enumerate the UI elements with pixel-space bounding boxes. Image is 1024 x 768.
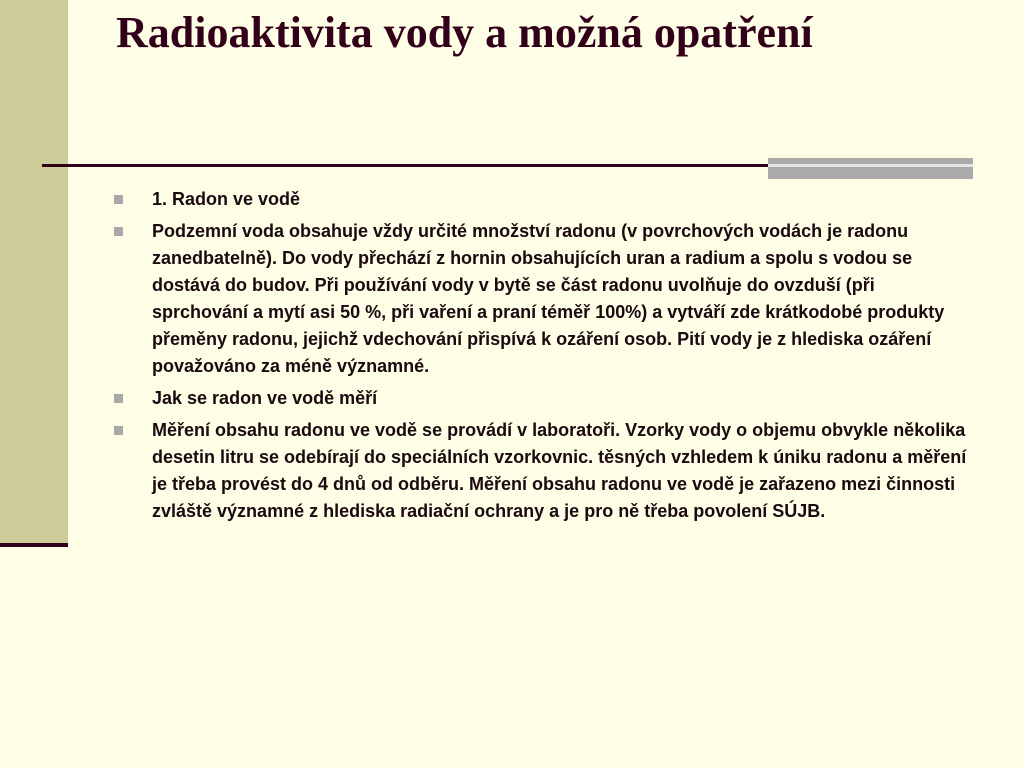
square-bullet-icon xyxy=(114,195,123,204)
left-sidebar-rule xyxy=(0,543,68,547)
bullet-text: Měření obsahu radonu ve vodě se provádí v laboratoři. Vzorky vody o objemu obvykle několika desetin litru se odebírají do speciálních vzorkovnic. těsných vzhledem k úniku radonu a měření je třeba provést do 4 dnů od odběru. Měření obsahu radonu ve vodě je zařazeno mezi činnosti zvláště významné z hlediska radiační ochrany a je pro ně třeba povolení SÚJB. xyxy=(152,420,967,521)
bullet-item-paragraph-1 xyxy=(112,218,972,380)
bullet-item-heading-2 xyxy=(112,385,972,412)
bullet-text: Jak se radon ve vodě měří xyxy=(152,388,378,408)
bullet-item-heading-1 xyxy=(112,186,972,213)
slide-title: Radioaktivita vody a možná opatření xyxy=(116,8,813,57)
title-accent-line xyxy=(768,164,973,167)
square-bullet-icon xyxy=(114,426,123,435)
square-bullet-icon xyxy=(114,394,123,403)
left-sidebar-decoration xyxy=(0,0,68,544)
bullet-text: 1. Radon ve vodě xyxy=(152,189,301,209)
bullet-text: Podzemní voda obsahuje vždy určité množství radonu (v povrchových vodách je radonu zanedbatelně). Do vody přechází z hornin obsahujících uran a radium a spolu s vodou se dostává do budov. Při používání vody v bytě se část radonu uvolňuje do ovzduší (při sprchování a mytí asi 50 %, při vaření a praní téměř 100%) a vytváří zde krátkodobé produkty přeměny radonu, jejichž vdechování přispívá k ozáření osob. Pití vody je z hlediska ozáření považováno za méně významné. xyxy=(152,221,945,376)
square-bullet-icon xyxy=(114,227,123,236)
bullet-item-paragraph-2 xyxy=(112,417,972,525)
bullet-list xyxy=(112,186,972,530)
title-accent-block xyxy=(768,158,973,179)
